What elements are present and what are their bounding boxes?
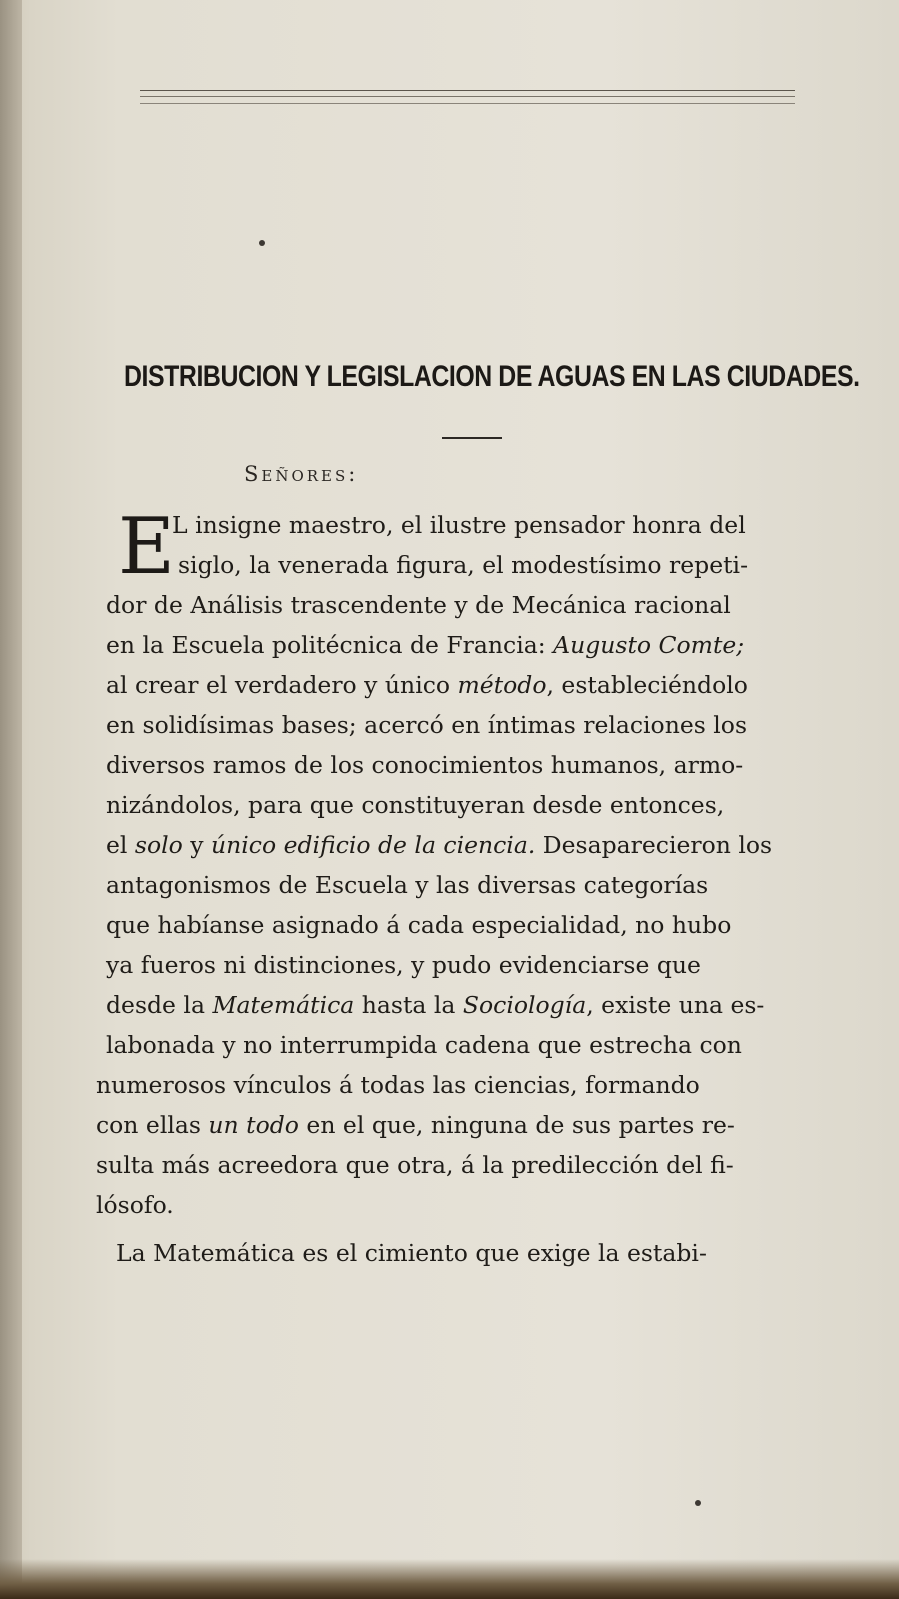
text-line: en la Escuela politécnica de Francia: Augusto Comte; bbox=[106, 631, 745, 659]
text-line: ya fueros ni distinciones, y pudo evidenciarse que bbox=[106, 951, 701, 979]
title-divider bbox=[442, 437, 502, 439]
text-line: La Matemática es el cimiento que exige la estabi- bbox=[116, 1239, 707, 1267]
salutation: Señores: bbox=[244, 462, 359, 486]
ornament-dot bbox=[259, 240, 265, 246]
drop-cap: E bbox=[118, 502, 175, 592]
header-rule bbox=[140, 96, 795, 97]
text-line: sulta más acreedora que otra, á la predilección del fi- bbox=[96, 1151, 734, 1179]
text-line: desde la Matemática hasta la Sociología, existe una es- bbox=[106, 991, 765, 1019]
text-line: L insigne maestro, el ilustre pensador honra del bbox=[172, 511, 746, 539]
text-line: que habíanse asignado á cada especialidad, no hubo bbox=[106, 911, 732, 939]
book-spine-shadow bbox=[0, 0, 22, 1599]
text-line: dor de Análisis trascendente y de Mecánica racional bbox=[106, 591, 731, 619]
header-rule bbox=[140, 90, 795, 91]
page-title: DISTRIBUCION Y LEGISLACION DE AGUAS EN LAS CIUDADES. bbox=[124, 360, 860, 393]
text-line: nizándolos, para que constituyeran desde entonces, bbox=[106, 791, 725, 819]
text-line: diversos ramos de los conocimientos humanos, armo- bbox=[106, 751, 744, 779]
text-line: con ellas un todo en el que, ninguna de sus partes re- bbox=[96, 1111, 735, 1139]
header-rule bbox=[140, 103, 795, 104]
ornament-dot bbox=[695, 1500, 701, 1506]
text-line: antagonismos de Escuela y las diversas categorías bbox=[106, 871, 709, 899]
text-line: labonada y no interrumpida cadena que estrecha con bbox=[106, 1031, 742, 1059]
text-line: el solo y único edificio de la ciencia. Desaparecieron los bbox=[106, 831, 773, 859]
text-line: al crear el verdadero y único método, estableciéndolo bbox=[106, 671, 748, 699]
text-line: en solidísimas bases; acercó en íntimas relaciones los bbox=[106, 711, 748, 739]
text-line: siglo, la venerada figura, el modestísimo repeti- bbox=[178, 551, 749, 579]
text-line: lósofo. bbox=[96, 1191, 174, 1219]
page-bottom-edge bbox=[0, 1559, 899, 1599]
text-line: numerosos vínculos á todas las ciencias, formando bbox=[96, 1071, 700, 1099]
